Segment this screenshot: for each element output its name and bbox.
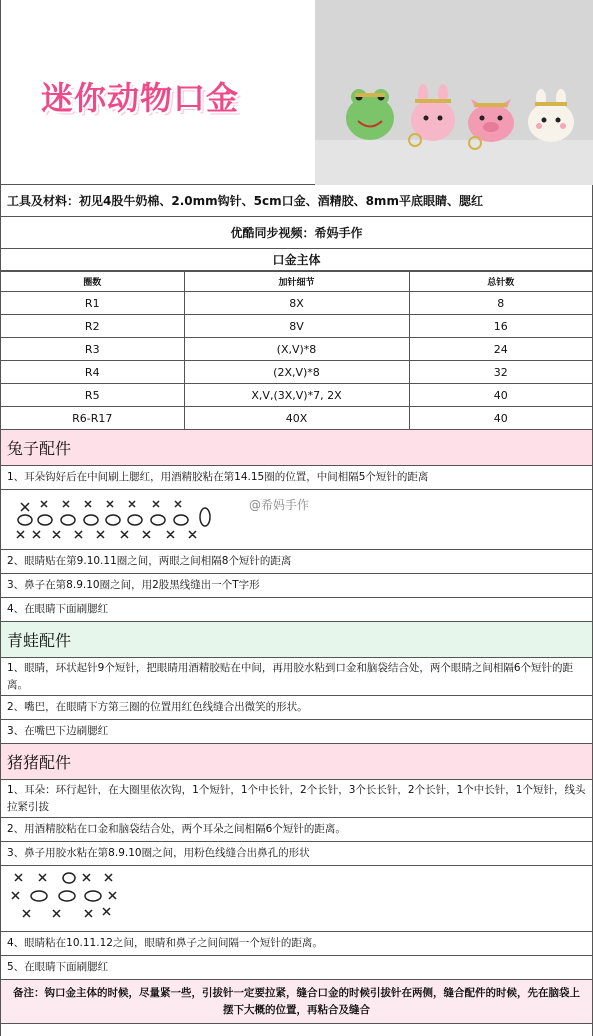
cell-total: 16 [409, 315, 592, 338]
cell-detail: 40X [184, 407, 409, 430]
table-row [1, 384, 592, 407]
col-header-round: 圈数 [1, 272, 184, 292]
product-photo [315, 0, 593, 185]
cell-detail: 8X [184, 292, 409, 315]
cell-round: R1 [1, 292, 184, 315]
header [1, 0, 592, 185]
frog-section-title: 青蛙配件 [1, 622, 592, 658]
col-header-total: 总针数 [409, 272, 592, 292]
table-row [1, 407, 592, 430]
cell-round: R5 [1, 384, 184, 407]
cell-round: R2 [1, 315, 184, 338]
cell-detail: 8V [184, 315, 409, 338]
cell-total: 8 [409, 292, 592, 315]
page-title: 迷你动物口金 [41, 79, 240, 117]
pig-ear-diagram [1, 866, 592, 932]
cell-round: R3 [1, 338, 184, 361]
rabbit-ear-diagram [1, 490, 592, 550]
cell-round: R6-R17 [1, 407, 184, 430]
frog-step-3: 3、在嘴巴下边刷腮红 [1, 720, 592, 744]
weibo-watermark: @希妈手作 [249, 498, 310, 512]
cell-detail: (2X,V)*8 [184, 361, 409, 384]
pig-step-5: 5、在眼睛下面刷腮红 [1, 956, 592, 980]
table-row [1, 315, 592, 338]
cell-round: R4 [1, 361, 184, 384]
rabbit-step-2: 2、眼睛贴在第9.10.11圈之间，两眼之间相隔8个短针的距离 [1, 550, 592, 574]
materials-line: 工具及材料：初见4股牛奶棉、2.0mm钩针、5cm口金、酒精胶、8mm平底眼睛、腮红 [1, 185, 592, 217]
cell-total: 24 [409, 338, 592, 361]
cell-detail: (X,V)*8 [184, 338, 409, 361]
cell-total: 40 [409, 384, 592, 407]
table-row [1, 361, 592, 384]
frog-step-2: 2、嘴巴，在眼睛下方第三圈的位置用红色线缝合出微笑的形状。 [1, 696, 592, 720]
table-row [1, 338, 592, 361]
note: 备注：钩口金主体的时候，尽量紧一些，引拔针一定要拉紧，缝合口金的时候引拔针在两侧，缝合配件的时候，先在脑袋上摆下大概的位置，再粘合及缝合 [1, 980, 592, 1024]
rabbit-step-3: 3、鼻子在第8.9.10圈之间，用2股黑线缝出一个T字形 [1, 574, 592, 598]
cell-total: 40 [409, 407, 592, 430]
crochet-symbol-diagram-icon [13, 493, 223, 549]
rabbit-step-4: 4、在眼睛下面刷腮红 [1, 598, 592, 622]
coin-purse-photo-icon [315, 0, 593, 185]
rabbit-step-1: 1、耳朵钩好后在中间刷上腮红，用酒精胶粘在第14.15圈的位置，中间相隔5个短针的距离 [1, 466, 592, 490]
cell-total: 32 [409, 361, 592, 384]
crochet-symbol-diagram-icon [9, 868, 129, 930]
table-header-row [1, 272, 592, 292]
rabbit-section-title: 兔子配件 [1, 430, 592, 466]
pig-step-2: 2、用酒精胶粘在口金和脑袋结合处，两个耳朵之间相隔6个短针的距离。 [1, 818, 592, 842]
pig-step-3: 3、鼻子用胶水粘在第8.9.10圈之间，用粉色线缝合出鼻孔的形状 [1, 842, 592, 866]
cell-detail: X,V,(3X,V)*7, 2X [184, 384, 409, 407]
pig-step-4: 4、眼睛粘在10.11.12之间，眼睛和鼻子之间间隔一个短针的距离。 [1, 932, 592, 956]
col-header-detail: 加针细节 [184, 272, 409, 292]
table-row [1, 292, 592, 315]
frog-step-1: 1、眼睛，环状起针9个短针，把眼睛用酒精胶贴在中间，再用胶水粘到口金和脑袋结合处，两个眼睛之间相隔6个短针的距离。 [1, 658, 592, 696]
main-body-title: 口金主体 [1, 249, 592, 271]
pig-section-title: 猪猪配件 [1, 744, 592, 780]
video-line: 优酷同步视频：希妈手作 [1, 217, 592, 249]
rounds-table [1, 271, 592, 430]
pig-step-1: 1、耳朵：环行起针，在大圈里依次钩，1个短针，1个中长针，2个长针，3个长长针，2个长针，1个中长针，1个短针，线头拉紧引拔 [1, 780, 592, 818]
